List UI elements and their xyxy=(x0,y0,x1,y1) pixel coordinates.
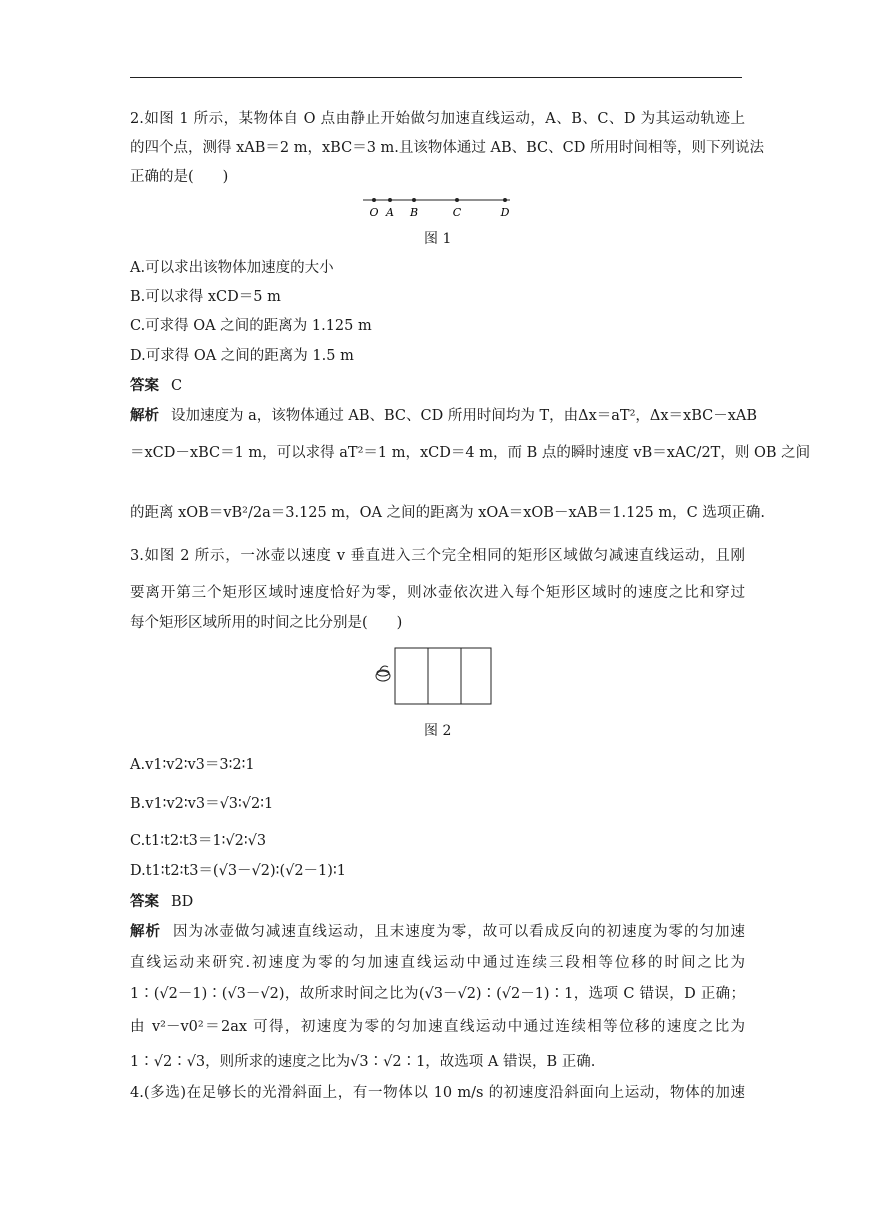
point-d xyxy=(503,198,507,202)
point-o xyxy=(372,198,376,202)
point-label-b: B xyxy=(409,206,419,219)
point-label-c: C xyxy=(452,206,462,219)
q3-option-a: A.v1∶v2∶v3＝3∶2∶1 xyxy=(130,757,255,773)
point-label-a: A xyxy=(386,206,394,219)
figure-1-diagram xyxy=(360,192,520,220)
point-a xyxy=(388,198,392,202)
q2-analysis-line-2: ＝xCD－xBC＝1 m，可以求得 aT²＝1 m，xCD＝4 m，而 B 点的瞬时速度 vB＝xAC/2T，则 OB 之间 xyxy=(130,445,811,461)
q3-answer-value: BD xyxy=(171,894,194,910)
q3-stem-line-1: 3.如图 2 所示，一冰壶以速度 v 垂直进入三个完全相同的矩形区域做匀减速直线运动，且刚 xyxy=(130,548,745,564)
q3-analysis-line-5: 1∶√2∶√3，则所求的速度之比为√3∶√2∶1，故选项 A 错误，B 正确. xyxy=(130,1054,596,1070)
q3-answer xyxy=(130,892,745,912)
curling-stone-icon xyxy=(376,666,390,681)
q3-analysis-text-1: 因为冰壶做匀减速直线运动，且末速度为零，故可以看成反向的初速度为零的匀加速 xyxy=(172,924,746,940)
q3-option-d: D.t1∶t2∶t3＝(√3－√2)∶(√2－1)∶1 xyxy=(130,863,346,879)
q3-analysis-line-1 xyxy=(130,922,745,942)
q3-analysis-line-3: 1∶(√2－1)∶(√3－√2)，故所求时间之比为(√3－√2)∶(√2－1)∶1，选项 C 错误，D 正确； xyxy=(130,986,745,1002)
point-label-d: D xyxy=(500,206,510,219)
q2-analysis-line-1 xyxy=(130,406,758,426)
q2-option-b: B.可以求得 xCD＝5 m xyxy=(130,289,281,305)
region-3 xyxy=(461,648,491,704)
q3-option-c: C.t1∶t2∶t3＝1∶√2∶√3 xyxy=(130,833,267,849)
q2-option-d: D.可求得 OA 之间的距离为 1.5 m xyxy=(130,348,354,364)
q2-analysis-line-3: 的距离 xOB＝vB²/2a＝3.125 m，OA 之间的距离为 xOA＝xOB－xAB＝1.125 m，C 选项正确. xyxy=(130,505,765,521)
figure-2-diagram xyxy=(370,645,495,707)
region-1 xyxy=(395,648,428,704)
q2-option-c: C.可求得 OA 之间的距离为 1.125 m xyxy=(130,318,372,334)
q3-stem-line-2: 要离开第三个矩形区域时速度恰好为零，则冰壶依次进入每个矩形区域时的速度之比和穿过 xyxy=(130,585,745,601)
point-c xyxy=(455,198,459,202)
q3-stem-line-3: 每个矩形区域所用的时间之比分别是( ) xyxy=(130,615,403,631)
q2-analysis-label: 解析 xyxy=(130,407,159,424)
header-rule xyxy=(130,77,742,78)
point-label-o: O xyxy=(369,206,379,219)
figure-1-caption: 图 1 xyxy=(424,231,452,247)
figure-2-caption: 图 2 xyxy=(424,723,452,739)
q2-answer-label: 答案 xyxy=(130,377,159,394)
q3-option-b: B.v1∶v2∶v3＝√3∶√2∶1 xyxy=(130,796,274,812)
q3-answer-label: 答案 xyxy=(130,893,159,910)
q3-analysis-line-2: 直线运动来研究.初速度为零的匀加速直线运动中通过连续三段相等位移的时间之比为 xyxy=(130,955,745,971)
q4-stem-line-1: 4.(多选)在足够长的光滑斜面上，有一物体以 10 m/s 的初速度沿斜面向上运动，物体的加速 xyxy=(130,1085,745,1101)
region-2 xyxy=(428,648,461,704)
q2-answer xyxy=(130,376,745,396)
q2-stem-line-2: 的四个点，测得 xAB＝2 m，xBC＝3 m.且该物体通过 AB、BC、CD 所用时间相等，则下列说法 xyxy=(130,140,764,156)
q3-analysis-label: 解析 xyxy=(130,923,161,940)
q2-answer-value: C xyxy=(171,378,183,394)
q2-analysis-text-1: 设加速度为 a，该物体通过 AB、BC、CD 所用时间均为 T，由Δx＝aT²，Δx＝xBC－xAB xyxy=(171,408,758,424)
q3-analysis-line-4: 由 v²－v0²＝2ax 可得，初速度为零的匀加速直线运动中通过连续相等位移的速度之比为 xyxy=(130,1019,745,1035)
q2-stem-line-1: 2.如图 1 所示，某物体自 O 点由静止开始做匀加速直线运动，A、B、C、D 为其运动轨迹上 xyxy=(130,111,745,127)
point-b xyxy=(412,198,416,202)
q2-stem-line-3: 正确的是( ) xyxy=(130,169,229,185)
q2-option-a: A.可以求出该物体加速度的大小 xyxy=(130,260,334,276)
